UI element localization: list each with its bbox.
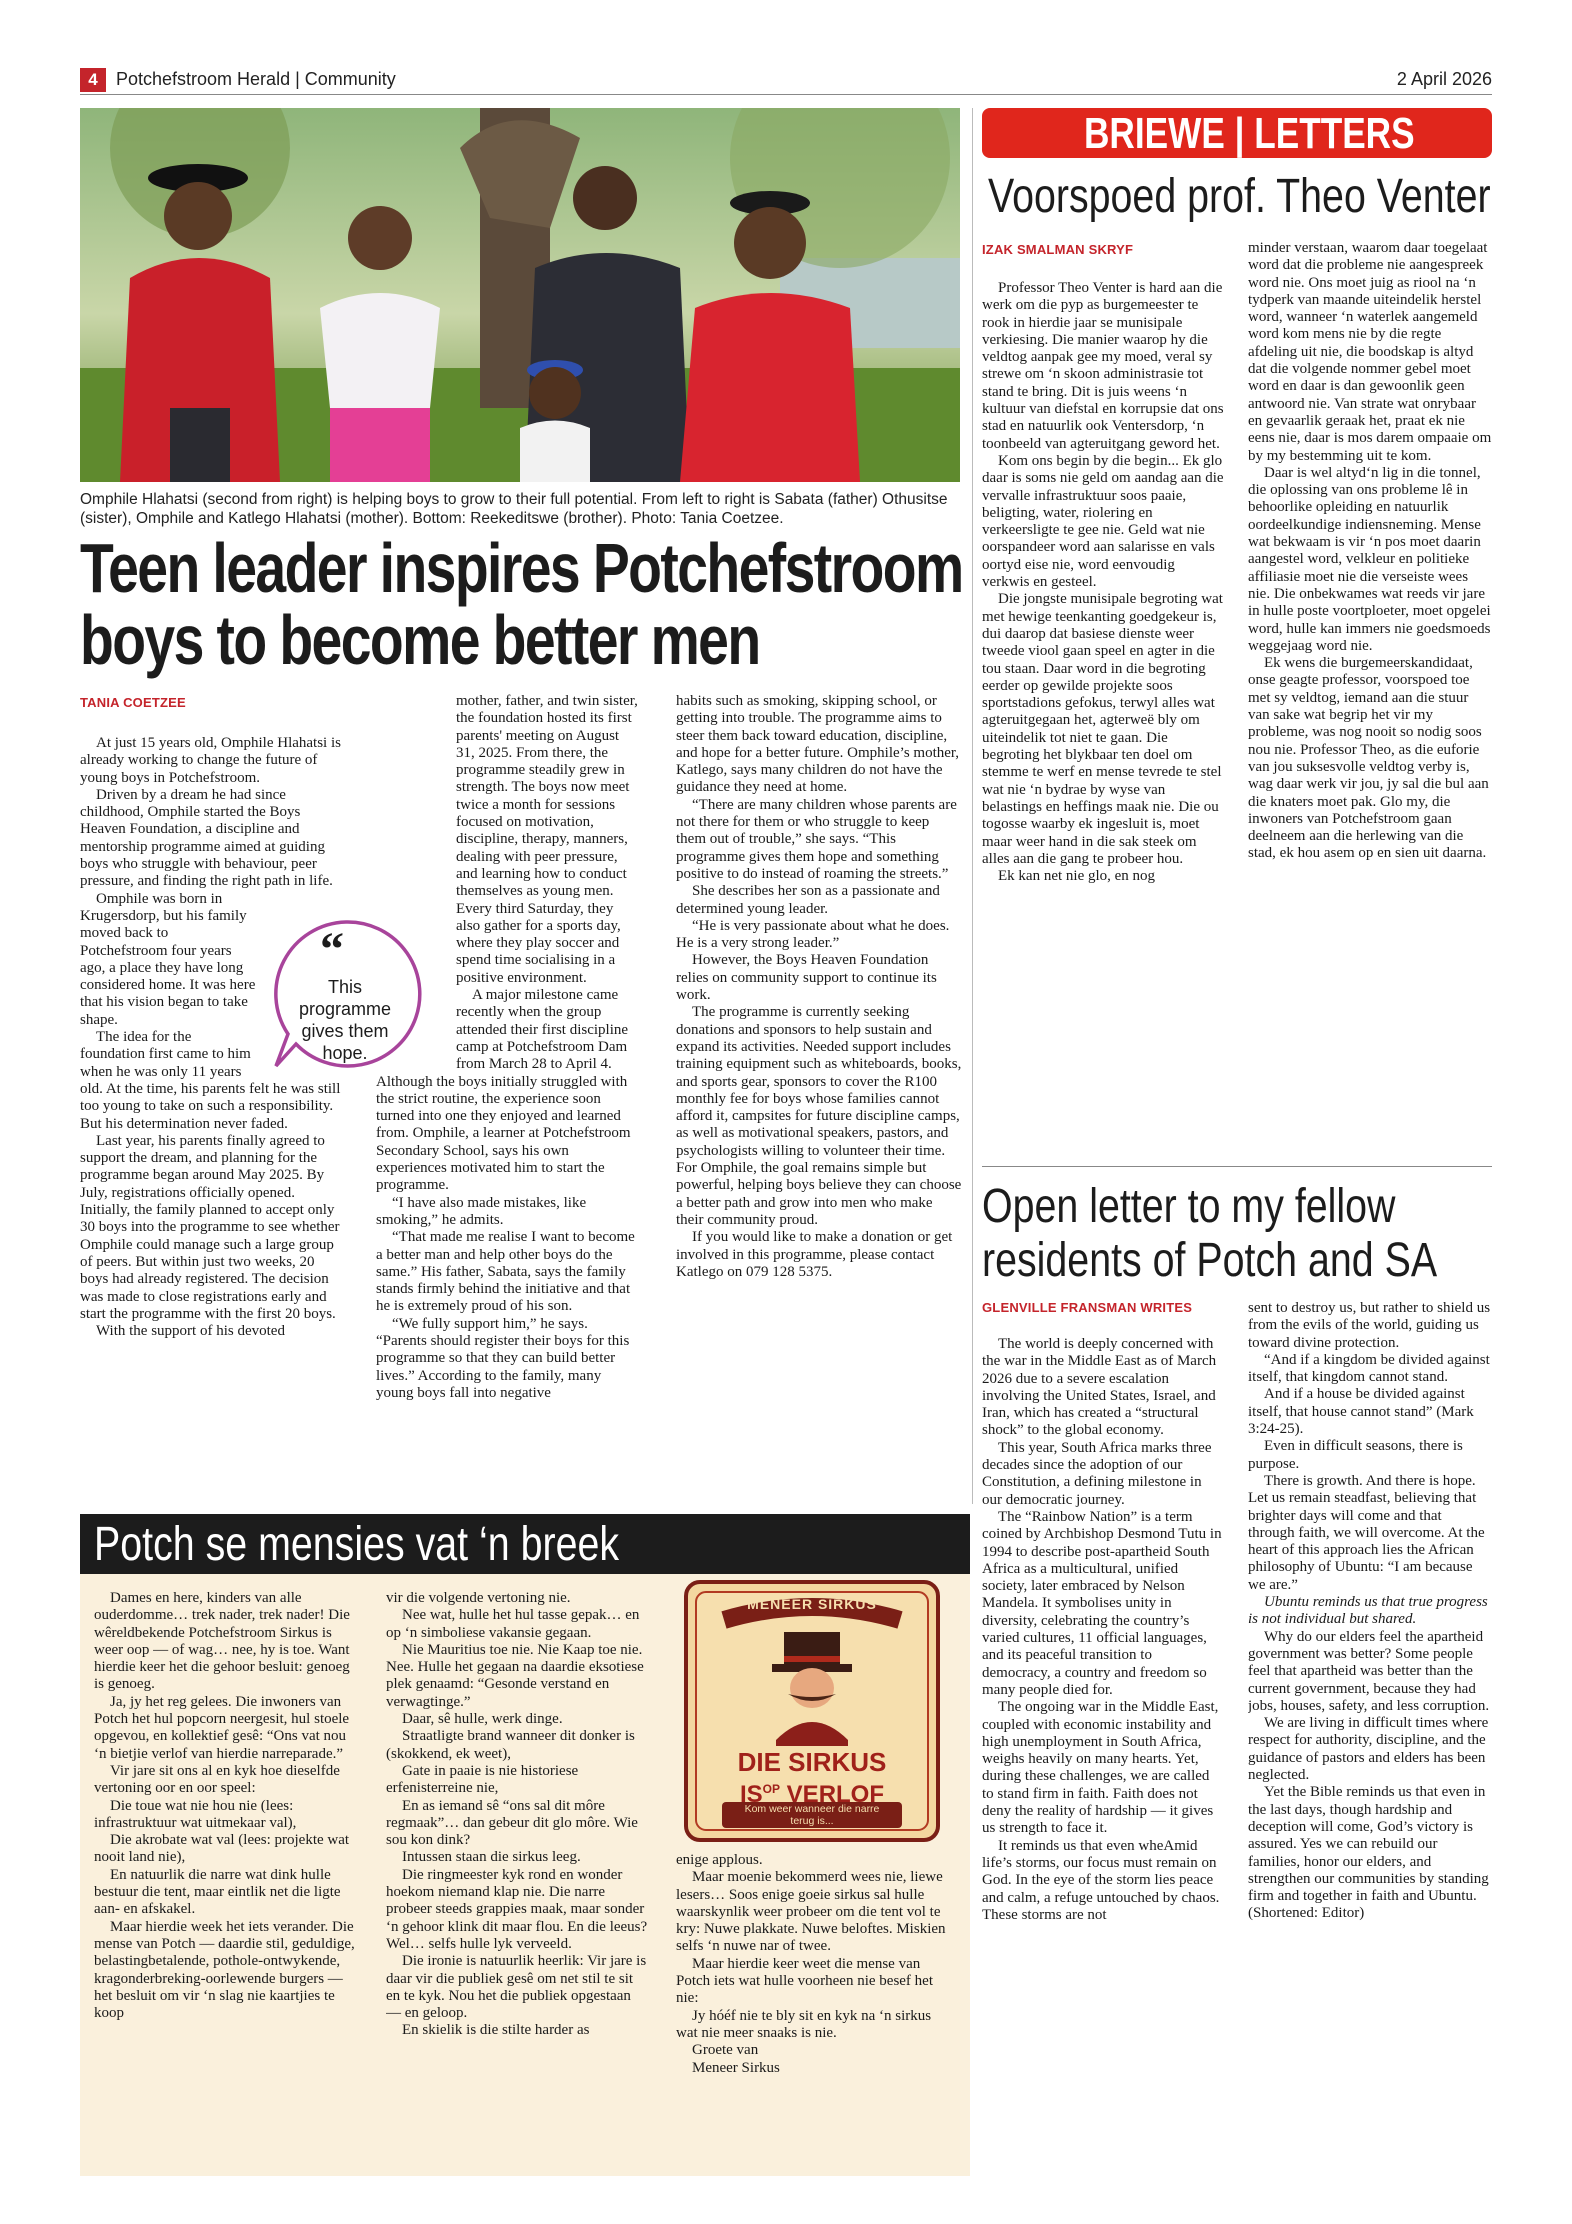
- paragraph: Last year, his parents finally agreed to support the dream, and planning for the programme began around May 2025. By July, registrations officially opened. Initially, the family planned to accept only 30 boys into the programme to see whether Omphile could manage such a large group of peers. But within just two weeks, 20 boys had already registered. The decision was made to close registrations early and start the programme with the first 20 boys.: [80, 1132, 340, 1322]
- main-story-column-2: [376, 693, 638, 1495]
- paragraph: habits such as smoking, skipping school, or getting into trouble. The programme aims to steer them back toward education, discipline, and hope for a better future. Omphile’s mother, Katlego, says many children do not have the guidance they need at home.: [676, 693, 960, 796]
- letter1-headline: Voorspoed prof. Theo Venter: [988, 170, 1491, 223]
- paragraph: Maar moenie bekommerd wees nie, liewe lesers… Soos enige goeie sirkus sal hulle waarskynlik weer probeer om die tent vol te kry: Nuwe plakkate. Nuwe beloftes. Miskien selfs ‘n nuwe nar of twee.: [676, 1869, 946, 1955]
- letter1-column-1: [982, 280, 1224, 1150]
- paragraph: Die jongste munisipale begroting wat met hewige teenkanting goedgekeur is, dui daarop dat basiese dienste weer tweede viool gaan speel en agter in die tou staan. Daar word in die begroting eerder op gewilde projekte soos sportstadions gefokus, terwyl alles wat agteruitgegaan het, agterweë bly om uiteindelik tot niet te gaan. Die begroting het blykbaar ten doel om stemme te werf en mense tevrede te stel wat nie ‘n bydrae by wyse van belastings en heffings maak nie. Die ou togosse waarby ek ingesluit is, moet maar weer hand in die sak steek om alles aan die gang te probeer hou.: [982, 591, 1223, 867]
- paragraph: vir die volgende vertoning nie.: [386, 1590, 571, 1606]
- paragraph: However, the Boys Heaven Foundation relies on community support to continue its work.: [676, 952, 937, 1004]
- paragraph: sent to destroy us, but rather to shield us from the evils of the world, guiding us toward divine protection.: [1248, 1300, 1491, 1351]
- paragraph: Why do our elders feel the apartheid government was better? Some people feel that apartheid was better than the current government, because they had jobs, houses, safety, and less corruption.: [1248, 1628, 1490, 1714]
- paragraph: Nie Mauritius toe nie. Nie Kaap toe nie. Nee. Hulle het gegaan na daardie eksotiese plek genaamd: “Gesonde verstand en verwagtinge.”: [386, 1641, 644, 1710]
- letter2-byline: GLENVILLE FRANSMAN WRITES: [982, 1300, 1193, 1315]
- page-number-badge: 4: [80, 68, 106, 92]
- paragraph: Omphile was born in Krugersdorp, but his family moved back to Potchefstroom four years ago, a place they have long considered home. It was here that his vision began to take shape.: [80, 890, 256, 1028]
- paragraph: “I have also made mistakes, like smoking,” he admits.: [376, 1194, 587, 1228]
- paragraph: “He is very passionate about what he does. He is a very strong leader.”: [676, 917, 950, 952]
- letter1-byline: IZAK SMALMAN SKRYF: [982, 242, 1134, 257]
- paragraph: Even in difficult seasons, there is purpose.: [1248, 1438, 1463, 1472]
- paragraph: If you would like to make a donation or get involved in this programme, please contact Katlego on 079 128 5375.: [676, 1229, 953, 1280]
- paragraph: Professor Theo Venter is hard aan die werk om die pyp as burgemeester te rook in hierdie jaar se munisipale verkiesing. Die manier waarop hy die veldtog aanpak gee my moed, veral sy strewe om ‘n skoon administrasie tot stand te bring. Dit is juis weens ‘n kultuur van diefstal en korrupsie dat ons stad en natuurlik ook Ventersdorp, ‘n toonbeeld van agteruitgang geword het.: [982, 280, 1224, 452]
- paragraph: Ubuntu reminds us that true progress is not individual but shared.: [1248, 1594, 1488, 1628]
- header-rule: [80, 94, 1492, 95]
- circus-column-3: [676, 1852, 956, 2170]
- paragraph: The programme is currently seeking donations and sponsors to help sustain and expand its activities. Needed support includes training equipment such as whiteboards, books, and sports gear, sponsors to cover the R100 monthly fee for boys whose families cannot afford it, campsites for future discipline camps, as well as motivational speakers, pastors, and psychologists willing to volunteer their time. For Omphile, the goal remains simple but powerful, helping boys believe they can choose a better path and grow into men who make their community proud.: [676, 1004, 962, 1228]
- letters-banner-text: BRIEWE | LETTERS: [1084, 109, 1415, 158]
- letters-banner: [982, 108, 1492, 158]
- circus-poster: [684, 1580, 940, 1842]
- paragraph: She describes her son as a passionate and determined young leader.: [676, 883, 940, 917]
- circus-column-2: [386, 1590, 648, 2170]
- pull-quote: [272, 922, 412, 1062]
- photo-caption: Omphile Hlahatsi (second from right) is helping boys to grow to their full potential. From left to right is Sabata (father) Othusitse (sister), Omphile and Katlego Hlahatsi (mother). Bottom: Reekeditswe (brother). Photo: Tania Coetzee.: [80, 491, 948, 527]
- paragraph: With the support of his devoted: [96, 1323, 285, 1340]
- poster-top-label: MENEER SIRKUS: [747, 1596, 877, 1612]
- circus-headline: Potch se mensies vat ‘n breek: [94, 1518, 620, 1571]
- paragraph: minder verstaan, waarom daar toegelaat word dat die probleme nie aangespreek word nie. Ons moet juig as riool na ‘n tydperk van maande uiteindelik herstel word, wanneer ‘n waterlek aangemeld word kom mens nie by die regte afdeling uit nie, die boodskap is altyd dat die volgende nommer gebel moet word en daar is dan gewoonlik geen antwoord nie. Van strate wat onrybaar en gevaarlik geraak het, praat ek nie eens nie, daar is mos darem ompaaie om by my bestemming uit te kom.: [1248, 240, 1492, 464]
- poster-title-small-word: OP: [762, 1782, 780, 1796]
- paragraph: En as iemand sê “ons sal dit môre regmaak”… dan gebeur dit glo môre. Wie sou kon dink?: [386, 1797, 638, 1849]
- poster-title-word: IS: [739, 1781, 763, 1808]
- main-headline-line1: Teen leader inspires Potchefstroom: [80, 532, 963, 607]
- issue-date: 2 April 2026: [1396, 69, 1492, 89]
- main-byline: TANIA COETZEE: [80, 695, 186, 710]
- paragraph: Groete van: [692, 2042, 759, 2059]
- paragraph: The ongoing war in the Middle East, coupled with economic instability and high unemployment in South Africa, weighs heavily on many hearts. Yet, during these challenges, we are called to stand firm in faith. Faith does not deny the reality of hardship — it gives us strength to face it.: [982, 1699, 1219, 1837]
- paragraph: Daar, sê hulle, werk dinge.: [402, 1711, 563, 1728]
- paragraph: Driven by a dream he had since childhood, Omphile started the Boys Heaven Foundation, a discipline and mentorship programme aimed at guiding boys who struggle with behaviour, peer pressure, and finding the right path in life.: [80, 786, 333, 890]
- paragraph: “There are many children whose parents are not there for them or who struggle to keep them out of trouble,” she says. “This programme gives them hope and something positive to do instead of roaming the streets.”: [676, 796, 957, 882]
- paragraph: At just 15 years old, Omphile Hlahatsi is already working to change the future of young boys in Potchefstroom.: [80, 735, 341, 786]
- letter2-headline-line2: residents of Potch and SA: [982, 1234, 1438, 1287]
- paragraph: Dames en here, kinders van alle ouderdomme… trek nader, trek nader! Die wêreldbekende Potchefstroom Sirkus is weer oop — of wag… nee, hy is toe. Want hierdie keer het die gehoor besluit: genoeg is genoeg.: [94, 1590, 350, 1693]
- paragraph: The world is deeply concerned with the war in the Middle East as of March 2026 due to a severe escalation involving the United States, Israel, and Iran, which has created a “structural shock” to the global economy.: [982, 1336, 1217, 1439]
- paragraph: Daar is wel altyd‘n lig in die tonnel, die oplossing van ons probleme lê in behoorlike opleiding en natuurlik oordeelkundige indiensneming. Mense wat bekwaam is vir ‘n pos moet daarin aangestel word, velkleur en politieke affiliasie moet nie die verseiste wees nie. Die onbekwames wat reeds vir jare in hulle poste voortploeter, moet opgelei word, hulle kan immers nie goedsmoeds weggejaag word nie.: [1248, 464, 1491, 654]
- paragraph: And if a house be divided against itself, that house cannot stand” (Mark 3:24-25).: [1248, 1386, 1474, 1438]
- family-photo-illustration: [80, 108, 960, 482]
- paragraph: Maar hierdie week het iets verander. Die mense van Potch — daardie stil, geduldige, belastingbetalende, pothole-ontwykende, kragonderbreking-oorlewende burgers — het besluit om vir ‘n slag nie kaartjies te koop: [94, 1918, 355, 2022]
- section-divider: [972, 108, 973, 1504]
- paragraph: Ek kan net nie glo, en nog: [998, 868, 1156, 885]
- letter2-column-1: [982, 1336, 1222, 2176]
- letter1-headline-wrap: [982, 170, 1492, 230]
- paragraph: The “Rainbow Nation” is a term coined by Archbishop Desmond Tutu in 1994 to describe post-apartheid South Africa as a multicultural, unified society, later embraced by Nelson Mandela. It symbolises unity in diversity, celebrating the country’s varied cultures, 11 official languages, and its peaceful transition to democracy, a country and freedom so many people died for.: [982, 1508, 1222, 1698]
- paragraph: En natuurlik die narre wat dink hulle bestuur die tent, maar eintlik net die ligte aan- en afskakel.: [94, 1866, 341, 1918]
- paragraph: There is growth. And there is hope. Let us remain steadfast, believing that brighter days will come and that through faith, we will overcome. At the heart of this approach lies the African philosophy of Ubuntu: “I am because we are.”: [1248, 1472, 1485, 1593]
- paragraph: enige applous.: [676, 1852, 763, 1868]
- paragraph: This year, South Africa marks three decades since the adoption of our Constitution, a defining milestone in our democratic journey.: [982, 1439, 1212, 1508]
- paragraph: mother, father, and twin sister, the foundation hosted its first parents' meeting on August 31, 2025. From there, the programme steadily grew in strength. The boys now meet twice a month for sessions focused on motivation, discipline, therapy, manners, dealing with peer pressure, and learning how to conduct themselves as young men. Every third Saturday, they also gather for a sports day, where they play soccer and spend time socialising in a positive environment.: [456, 693, 638, 986]
- paragraph: It reminds us that even wheAmid life’s storms, our focus must remain on God. In the eye of the storm lies peace and calm, a refuge untouched by chaos. These storms are not: [982, 1837, 1220, 1923]
- circus-headline-bar: [80, 1514, 970, 1574]
- letters-divider: [982, 1166, 1492, 1167]
- paragraph: Gate in paaie is nie historiese erfenisterreine nie,: [386, 1762, 579, 1797]
- paragraph: Jy hóéf nie te bly sit en kyk na ‘n sirkus wat nie meer snaaks is nie.: [676, 2007, 932, 2041]
- poster-title-line1: DIE SIRKUS: [737, 1747, 887, 1777]
- main-headline-line2: boys to become better men: [80, 601, 760, 679]
- pull-quote-text: This programme gives them hope.: [298, 977, 392, 1063]
- main-story-column-3: [676, 693, 962, 1495]
- paragraph: Ja, jy het reg gelees. Die inwoners van Potch het hul popcorn neergesit, hul stoele opgevou, en kollektief gesê: “Ons vat nou ‘n bietjie verlof van hierdie narreparade.”: [94, 1693, 350, 1762]
- paragraph: Nee wat, hulle het hul tasse gepak… en op ‘n simboliese vakansie gegaan.: [386, 1607, 640, 1641]
- main-story-column-1: [80, 735, 342, 1495]
- paragraph: Die ironie is natuurlik heerlik: Vir jare is daar vir die publiek gesê om net stil te sit en te kyk. Nou het die publiek opgestaan — en geloop.: [386, 1953, 647, 2022]
- letter1-column-2: [1248, 240, 1492, 1150]
- paragraph: Kom ons begin by die begin... Ek glo daar is soms nie geld om aandag aan die vervalle infrastruktuur soos paaie, beligting, water, riolering en verkeersligte te gee nie. Geld wat nie oorspandeer word aan salarisse en vals oortyd eise nie, word eenvoudig verkwis en gesteel.: [982, 452, 1224, 591]
- paragraph: Meneer Sirkus: [692, 2059, 780, 2076]
- letter2-headline-wrap: [982, 1180, 1492, 1292]
- paragraph: “And if a kingdom be divided against itself, that kingdom cannot stand.: [1248, 1351, 1490, 1386]
- paragraph: The idea for the foundation first came to him when he was only 11 years old. At the time, his parents felt he was still too young to take on such a responsibility. But his determination never faded.: [80, 1029, 341, 1132]
- paragraph: Maar hierdie keer weet die mense van Potch iets wat hulle voorheen nie besef het nie:: [676, 1955, 934, 2007]
- publication-label: Potchefstroom Herald | Community: [116, 69, 396, 89]
- main-photo: [80, 108, 960, 482]
- main-headline: [80, 532, 970, 682]
- quote-mark-icon: “: [320, 923, 344, 976]
- circus-column-1: [94, 1590, 356, 2170]
- paragraph: “That made me realise I want to become a better man and help other boys do the same.” His father, Sabata, says the family stands firmly behind the initiative and that he is extremely proud of his son.: [376, 1229, 635, 1315]
- page-header: [80, 66, 1492, 94]
- circus-section: [80, 1514, 970, 2176]
- paragraph: Die akrobate wat val (lees: projekte wat nooit land nie),: [94, 1832, 350, 1866]
- paragraph: Die ringmeester kyk rond en wonder hoekom niemand klap nie. Die narre probeer steeds grappies maak, maar sonder ‘n gehoor klink dit maar flou. En die leeus? Wel… selfs hulle lyk verveeld.: [386, 1866, 648, 1952]
- paragraph: Straatligte brand wanneer dit donker is (skokkend, ek weet),: [386, 1728, 635, 1762]
- poster-title-word: VERLOF: [786, 1781, 885, 1808]
- paragraph: We are living in difficult times where respect for authority, discipline, and the guidance of pastors and elders has been neglected.: [1248, 1715, 1489, 1784]
- paragraph: “We fully support him,” he says. “Parents should register their boys for this programme so that they can build better lives.” According to the family, many young boys fall into negative: [376, 1315, 630, 1401]
- letter2-headline-line1: Open letter to my fellow: [982, 1180, 1396, 1233]
- paragraph: A major milestone came recently when the group attended their first discipline camp at Potchefstroom Dam from March 28 to April 4. Although the boys initially struggled with the strict routine, the experience soon turned into one they enjoyed and learned from. Omphile, a learner at Potchefstroom Secondary School, says his own experiences motivated him to start the programme.: [376, 987, 631, 1194]
- paragraph: Vir jare sit ons al en kyk hoe dieselfde vertoning oor en oor speel:: [94, 1762, 340, 1797]
- poster-banner-text: Kom weer wanneer die narre terug is...: [744, 1803, 880, 1827]
- paragraph: Yet the Bible reminds us that even in the last days, though hardship and deception will come, God’s victory is assured. Yes we can rebuild our families, honor our elders, and strengthen our communities by standing firm and together in faith and Ubuntu. (Shortened: Editor): [1248, 1784, 1489, 1922]
- letter2-column-2: [1248, 1300, 1492, 2176]
- paragraph: En skielik is die stilte harder as: [402, 2022, 590, 2039]
- paragraph: Intussen staan die sirkus leeg.: [402, 1849, 581, 1866]
- paragraph: Ek wens die burgemeerskandidaat, onse geagte professor, voorspoed toe met sy veldtog, iemand aan die stuur van sake wat begrip het vir my probleme, was nog nooit so nodig soos nou nie. Professor Theo, as die euforie van jou suksesvolle veldtog verby is, wag daar werk vir jou, jy sal die bul aan die knaters moet pak. Glo my, die inwoners van Potchefstroom gaan deelneem aan die herlewing van die stad, ek hou asem op en sien uit daarna.: [1248, 655, 1489, 862]
- paragraph: Die toue wat nie hou nie (lees: infrastruktuur wat uitmekaar val),: [94, 1797, 297, 1831]
